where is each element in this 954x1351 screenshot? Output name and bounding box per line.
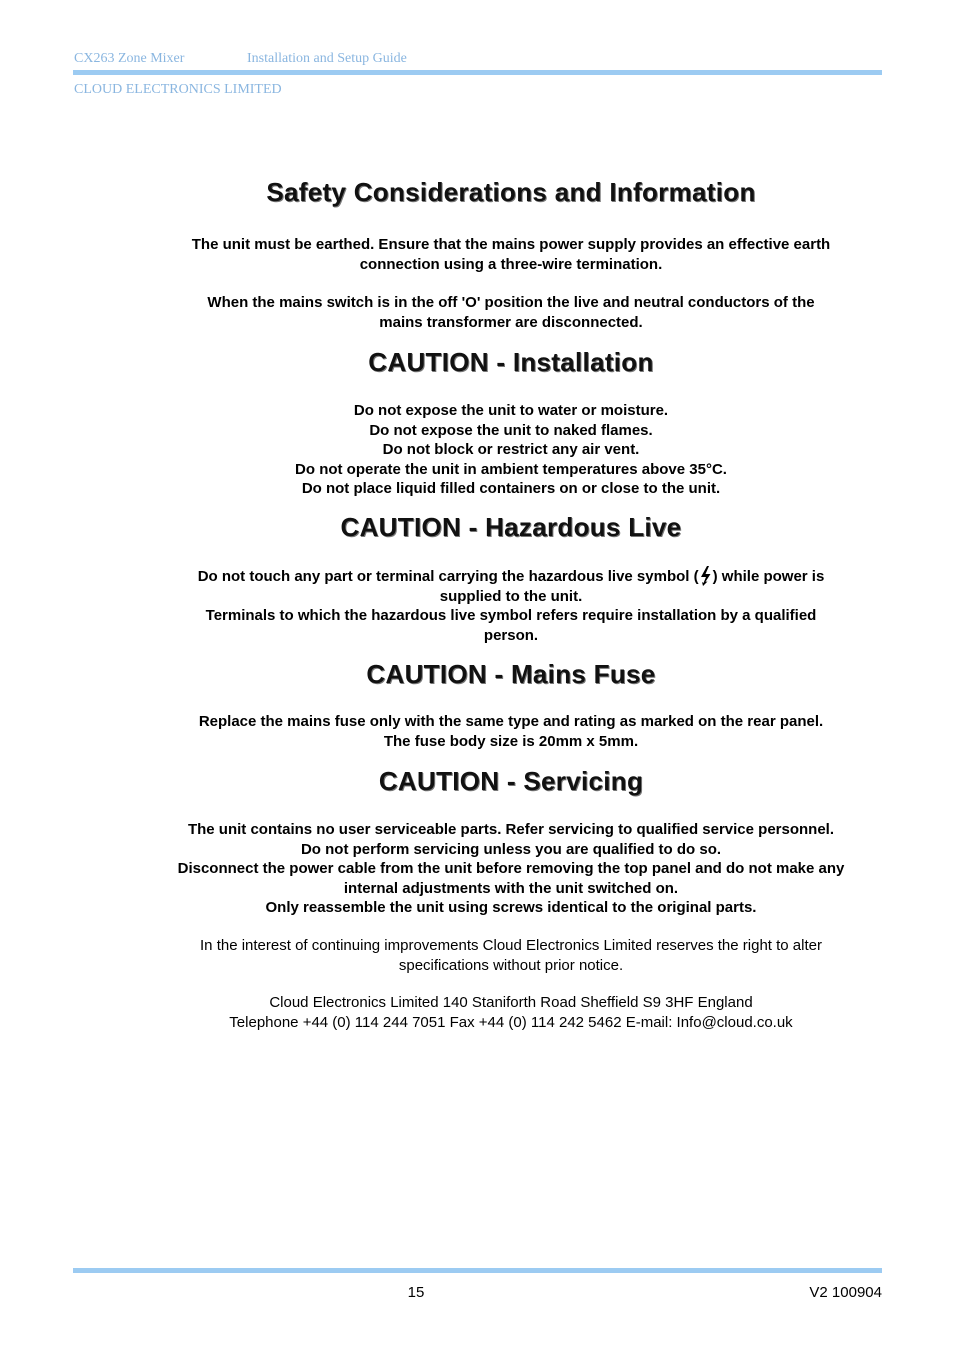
text-line: Do not expose the unit to water or moisture.: [353, 402, 669, 419]
text-line: Do not operate the unit in ambient temperatures above 35°C.: [295, 460, 727, 478]
text-line: Disconnect the power cable from the unit before removing the top panel and do not make any: [177, 860, 845, 877]
address-line: Cloud Electronics Limited 140 Staniforth Road Sheffield S9 3HF England: [269, 994, 753, 1011]
document-version: V2 100904: [809, 1284, 882, 1301]
hazardous-heading: CAUTION - Hazardous Live: [340, 512, 682, 542]
text-line: supplied to the unit.: [439, 587, 583, 605]
footer-rule: [73, 1268, 882, 1273]
contact-details: [140, 993, 882, 1032]
running-header: [74, 51, 407, 67]
phone-email-line: Telephone +44 (0) 114 244 7051 Fax +44 (0) 114 242 5462 E-mail: Info@cloud.co.uk: [229, 1013, 793, 1031]
text-line: [140, 566, 882, 587]
installation-heading: CAUTION - Installation: [368, 347, 654, 377]
safety-paragraph-2: [140, 293, 882, 332]
improvements-notice: [140, 936, 882, 975]
text-line: Do not perform servicing unless you are qualified to do so.: [300, 840, 722, 858]
text-line: When the mains switch is in the off 'O' position the live and neutral conductors of the: [207, 294, 815, 311]
hazard-text-pre: Do not touch any part or terminal carrying the hazardous live symbol (: [197, 568, 699, 585]
text-line: The unit must be earthed. Ensure that the mains power supply provides an effective earth: [191, 236, 831, 253]
text-line: Do not place liquid filled containers on or close to the unit.: [301, 480, 721, 497]
text-line: connection using a three-wire termination.: [359, 255, 663, 273]
page-number: 15: [407, 1284, 425, 1301]
header-guide-title: Installation and Setup Guide: [247, 51, 407, 66]
safety-paragraph-1: [140, 235, 882, 274]
text-line: mains transformer are disconnected.: [379, 313, 643, 331]
text-line: In the interest of continuing improvements Cloud Electronics Limited reserves the right to alter: [200, 937, 822, 954]
safety-heading: Safety Considerations and Information: [266, 177, 756, 207]
header-product: CX263 Zone Mixer: [74, 51, 185, 66]
text-line: person.: [483, 626, 539, 644]
header-rule: [73, 70, 882, 75]
text-line: Do not block or restrict any air vent.: [382, 441, 640, 458]
text-line: The fuse body size is 20mm x 5mm.: [383, 732, 639, 750]
fuse-heading: CAUTION - Mains Fuse: [366, 659, 656, 689]
text-line: The unit contains no user serviceable parts. Refer servicing to qualified service personnel.: [187, 821, 835, 838]
hazard-text-post: ) while power is: [712, 568, 825, 585]
text-line: Terminals to which the hazardous live symbol refers require installation by a qualified: [205, 607, 817, 624]
servicing-paragraph: [140, 820, 882, 918]
text-line: Only reassemble the unit using screws identical to the original parts.: [265, 899, 757, 916]
text-line: Do not expose the unit to naked flames.: [369, 421, 653, 439]
fuse-paragraph: [140, 712, 882, 751]
header-company: CLOUD ELECTRONICS LIMITED: [74, 82, 282, 97]
hazardous-paragraph: [140, 566, 882, 645]
text-line: internal adjustments with the unit switched on.: [343, 879, 679, 897]
text-line: Replace the mains fuse only with the same type and rating as marked on the rear panel.: [198, 713, 824, 730]
text-line: specifications without prior notice.: [398, 956, 624, 974]
lightning-bolt-icon: [700, 566, 712, 586]
servicing-heading: CAUTION - Servicing: [378, 766, 644, 796]
installation-list: [140, 401, 882, 499]
